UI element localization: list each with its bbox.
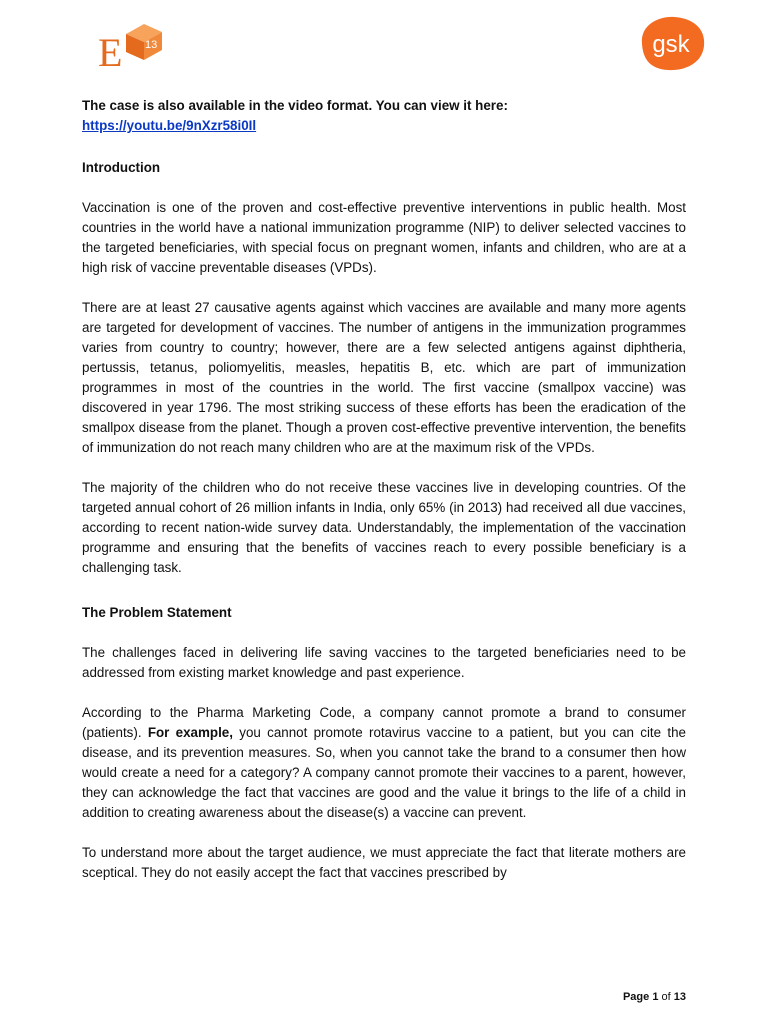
video-note: The case is also available in the video format. You can view it here: xyxy=(82,98,508,113)
e13-logo xyxy=(96,20,170,70)
introduction-heading: Introduction xyxy=(82,160,161,175)
problem-paragraph-2-start: According to the Pharma Marketing Code, a company cannot promote a brand to consumer (patients). xyxy=(82,705,686,740)
problem-statement-heading: The Problem Statement xyxy=(82,605,232,620)
e13-logo-number: 13 xyxy=(145,39,158,51)
for-example-bold: For example, xyxy=(147,725,233,740)
gsk-logo xyxy=(634,14,708,72)
page-prefix: Page xyxy=(622,991,653,1003)
gsk-logo-text: gsk xyxy=(652,31,690,58)
intro-paragraph-3: The majority of the children who do not receive these vaccines live in developing countries. Of the targeted annual cohort of 26 million infants in India, only 65% (in 2013) had received all due vaccines, according to recent nation-wide survey data. Understandably, the implementation of the vaccination programme and ensuring that the benefits of vaccines reach to every possible beneficiary is a challenging task. xyxy=(82,480,686,575)
page-mid: of xyxy=(658,991,674,1003)
problem-paragraph-2 xyxy=(82,703,686,823)
problem-paragraph-3: To understand more about the target audience, we must appreciate the fact that literate mothers are sceptical. They do not easily accept the fact that vaccines prescribed by xyxy=(82,845,686,880)
problem-paragraph-1: The challenges faced in delivering life saving vaccines to the targeted beneficiaries need to be addressed from existing market knowledge and past experience. xyxy=(82,645,686,680)
intro-paragraph-2: There are at least 27 causative agents against which vaccines are available and many more agents are targeted for development of vaccines. The number of antigens in the immunization programmes varies from country to country; however, there are a few selected antigens against diphtheria, pertussis, tetanus, poliomyelitis, measles, hepatitis B, etc. which are part of immunization programmes in most of the countries in the world. The first vaccine (smallpox vaccine) was discovered in year 1796. The most striking success of these efforts has been the eradication of the smallpox disease from the planet. Though a proven cost-effective preventive intervention, the benefits of immunization do not reach many children who are at the maximum risk of the VPDs. xyxy=(82,300,686,455)
page-total: 13 xyxy=(673,991,686,1003)
page-number xyxy=(623,991,686,1003)
problem-paragraph-2-rest: you cannot promote rotavirus vaccine to a patient, but you can cite the disease, and its prevention measures. So, when you cannot take the brand to a consumer then how would create a need for a category? A company cannot promote their vaccines to a parent, however, they can acknowledge the fact that vaccines are good and the value it brings to the life of a child in addition to creating awareness about the disease(s) a vaccine can prevent. xyxy=(82,725,686,820)
video-link[interactable]: https://youtu.be/9nXzr58i0Il xyxy=(82,118,257,133)
intro-paragraph-1: Vaccination is one of the proven and cost-effective preventive interventions in public health. Most countries in the world have a national immunization programme (NIP) to deliver selected vaccines to the targeted beneficiaries, with special focus on pregnant women, infants and children, who are at a high risk of vaccine preventable diseases (VPDs). xyxy=(82,200,686,275)
page-current: 1 xyxy=(652,991,659,1003)
e13-logo-letter: E xyxy=(98,30,123,70)
document-body xyxy=(82,96,686,883)
